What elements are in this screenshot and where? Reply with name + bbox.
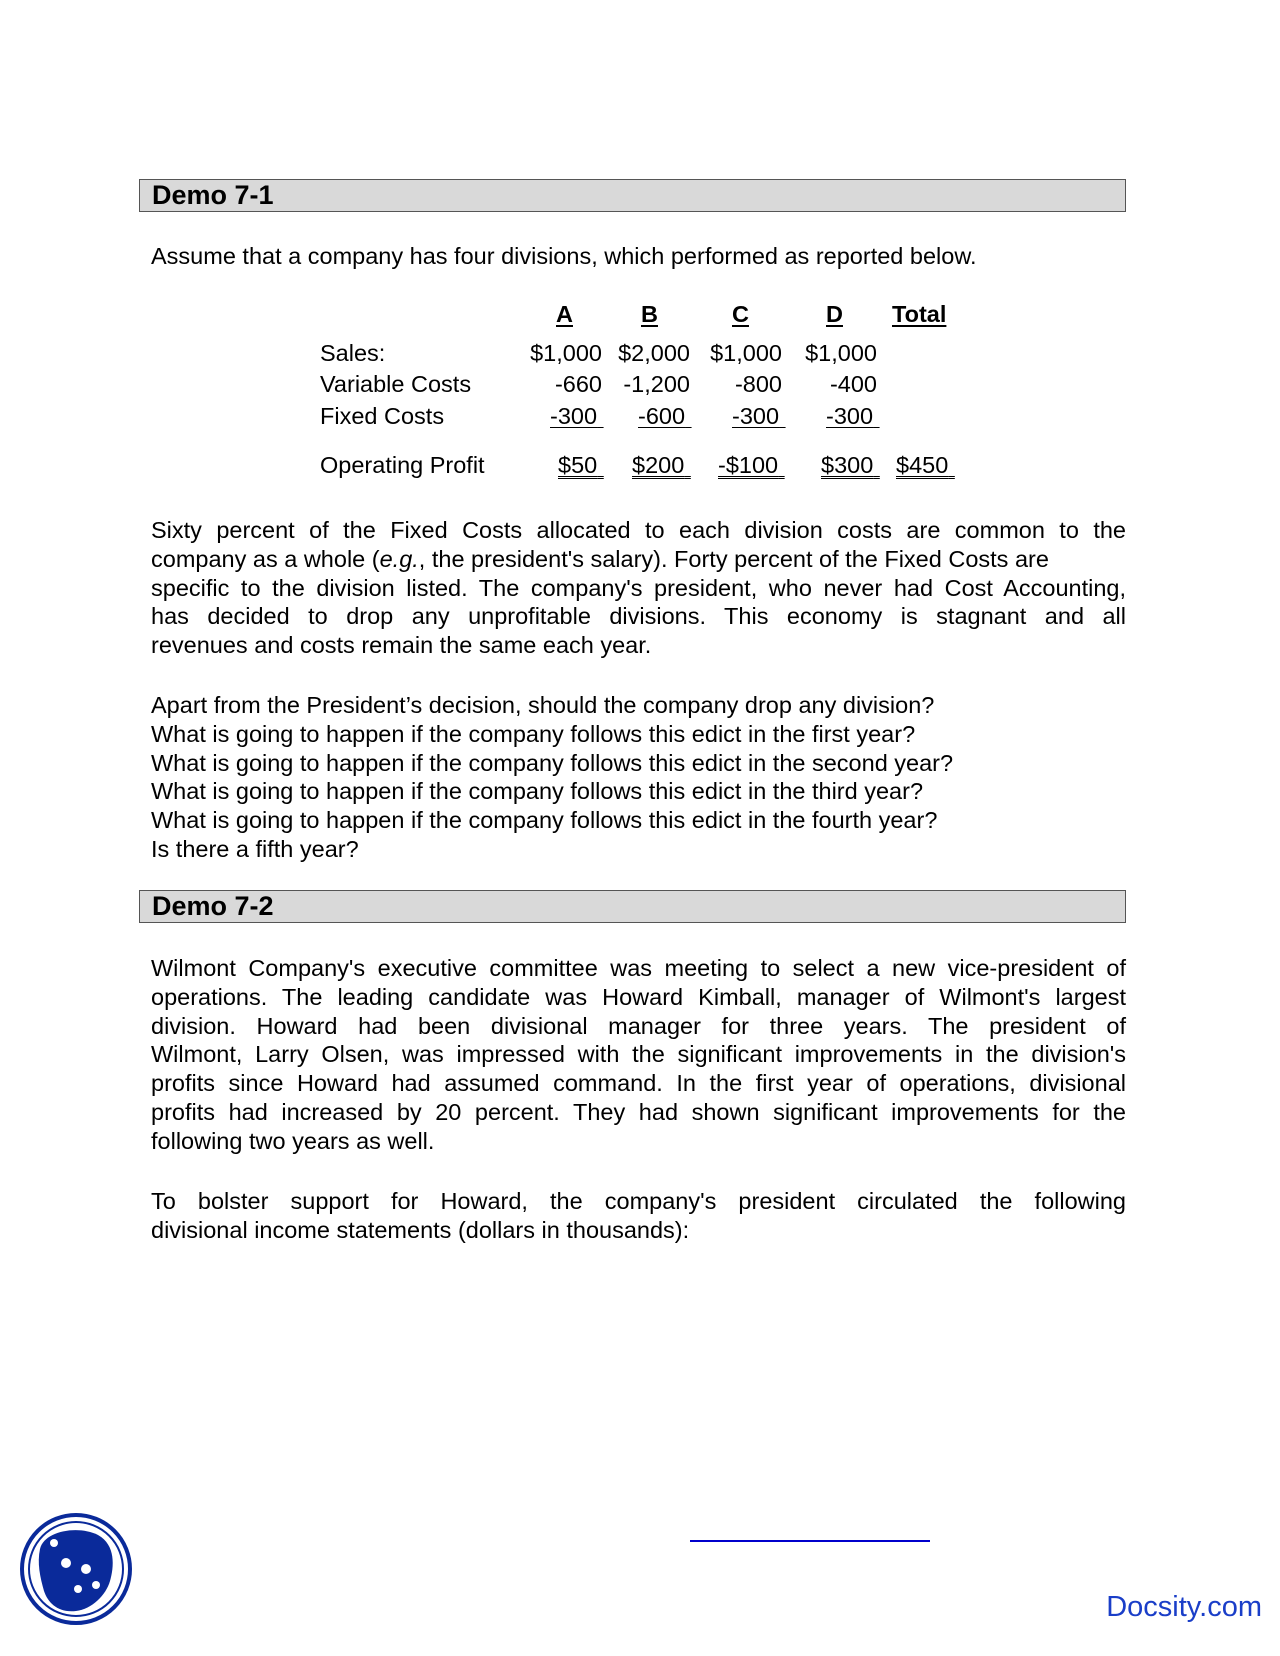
question-line: What is going to happen if the company follows this edict in the second year? [151, 749, 954, 776]
paragraph-line: To bolster support for Howard, the company's president circulated the following [151, 1188, 1126, 1214]
cell-fixed-a: -300 [550, 403, 598, 429]
question-line: What is going to happen if the company follows this edict in the fourth year? [151, 807, 938, 834]
cell-sales-b: $2,000 [618, 340, 690, 366]
demo-7-1-paragraph [151, 516, 1126, 660]
paragraph-line: operations. The leading candidate was Howard Kimball, manager of Wilmont's largest [151, 983, 1126, 1010]
row-label-variable-costs: Variable Costs [320, 371, 472, 397]
cell-profit-d: $300 [821, 452, 874, 478]
question-line: Is there a fifth year? [151, 835, 359, 862]
cell-sales-d: $1,000 [805, 340, 877, 366]
cell-profit-a: $50 [558, 452, 598, 478]
paragraph-line: profits had increased by 20 percent. They had shown significant improvements for the [151, 1098, 1126, 1125]
paragraph-line: profits since Howard had assumed command. In the first year of operations, divisional [151, 1070, 1126, 1097]
demo-7-2-paragraph-1 [151, 954, 1126, 1156]
question-line: What is going to happen if the company follows this edict in the first year? [151, 720, 916, 747]
column-header-b: B [641, 301, 658, 327]
column-header-c: C [732, 301, 749, 327]
demo-7-1-questions [151, 691, 1126, 864]
cell-variable-d: -400 [829, 371, 877, 397]
docsity-logo-icon[interactable] [18, 1511, 134, 1627]
cell-variable-c: -800 [734, 371, 782, 397]
footer-rule [690, 1540, 930, 1542]
paragraph-line: division. Howard had been divisional manager for three years. The president of [151, 1012, 1126, 1039]
column-header-a: A [556, 301, 573, 327]
paragraph-line: specific to the division listed. The company's president, who never had Cost Accounting, [151, 574, 1126, 601]
paragraph-line: divisional income statements (dollars in thousands): [151, 1216, 690, 1243]
row-label-fixed-costs: Fixed Costs [320, 403, 445, 429]
paragraph-line: has decided to drop any unprofitable divisions. This economy is stagnant and all [151, 603, 1126, 630]
question-line: Apart from the President’s decision, should the company drop any division? [151, 692, 935, 718]
cell-profit-total: $450 [896, 452, 949, 478]
cell-fixed-d: -300 [826, 403, 874, 429]
paragraph-line: revenues and costs remain the same each year. [151, 632, 652, 659]
paragraph-line: following two years as well. [151, 1127, 435, 1154]
cell-variable-a: -660 [554, 371, 602, 397]
cell-fixed-c: -300 [732, 403, 780, 429]
column-header-d: D [826, 301, 843, 327]
column-header-total: Total [892, 301, 947, 327]
demo-7-2-heading: Demo 7-2 [139, 890, 1126, 923]
cell-sales-c: $1,000 [710, 340, 782, 366]
row-label-operating-profit: Operating Profit [320, 452, 485, 478]
paragraph-line: Sixty percent of the Fixed Costs allocated to each division costs are common to the [151, 517, 1126, 543]
demo-7-1-intro: Assume that a company has four divisions, which performed as reported below. [151, 243, 977, 269]
cell-sales-a: $1,000 [530, 340, 602, 366]
demo-7-1-heading: Demo 7-1 [139, 179, 1126, 212]
paragraph-line: Wilmont Company's executive committee was meeting to select a new vice-president of [151, 955, 1126, 981]
paragraph-fragment: company as a whole (e.g., the president's salary). Forty percent of the Fixed Costs are [151, 545, 1049, 572]
cell-variable-b: -1,200 [623, 371, 690, 397]
paragraph-line: Wilmont, Larry Olsen, was impressed with the significant improvements in the division's [151, 1041, 1126, 1068]
paragraph-line [151, 545, 1126, 574]
demo-7-2-paragraph-2 [151, 1187, 1126, 1245]
docsity-brand-text[interactable]: Docsity.com [1106, 1591, 1262, 1623]
cell-profit-c: -$100 [718, 452, 779, 478]
row-label-sales: Sales: [320, 340, 386, 366]
cell-fixed-b: -600 [638, 403, 686, 429]
question-line: What is going to happen if the company follows this edict in the third year? [151, 778, 924, 805]
cell-profit-b: $200 [632, 452, 685, 478]
